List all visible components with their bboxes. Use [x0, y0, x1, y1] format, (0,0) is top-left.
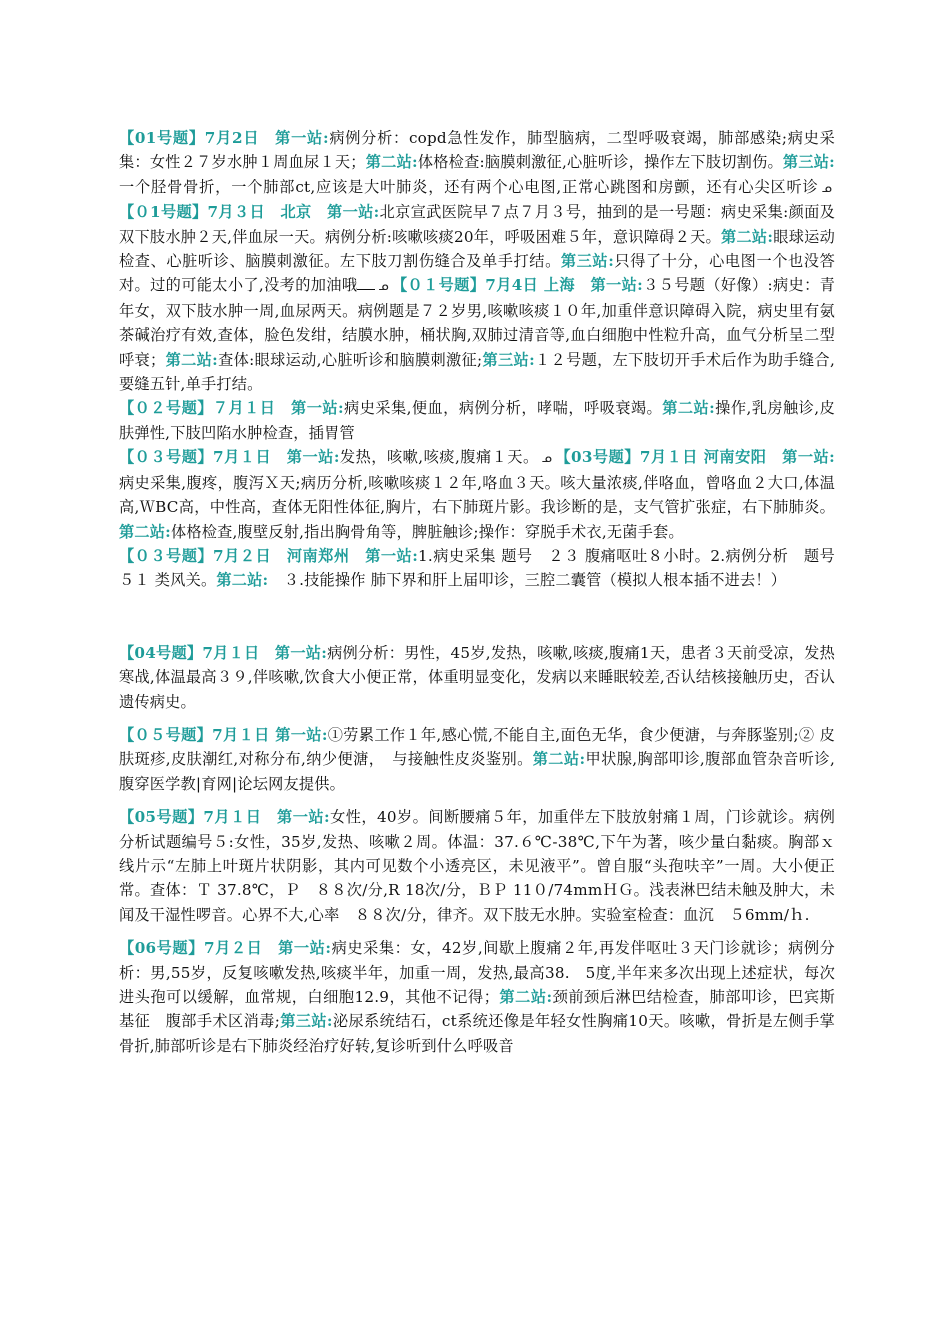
- section-heading: 第三站:: [560, 252, 615, 271]
- separator-icon: ᓄ: [378, 279, 389, 294]
- paragraph-text: 泌尿系统结石，ct系统还像是年轻女性胸痛10天。咳嗽，骨折是左侧手掌骨折,肺部听诊是右下肺炎经治疗好转,复诊听到什么呼吸音: [119, 1012, 835, 1055]
- section-heading: 第三站:: [482, 350, 535, 369]
- paragraph-text: 病史采集：女，42岁,间歇上腹痛２年,再发伴呕吐３天门诊就诊；病例分析：男,55岁，反复咳嗽发热,咳痰半年，加重一周，发热,最高38. 5度,半年来多次出现上述症状，每次进头孢可以缓解，血常规，白细胞12.9，其他不记得；: [119, 939, 836, 1006]
- section-heading: 第二站:: [216, 571, 269, 590]
- paragraph-text: １２号题，左下肢切开手术后作为助手缝合,要缝五针,单手打结。: [119, 350, 835, 394]
- paragraph-text: 查体:眼球运动,心脏听诊和脑膜刺激征;: [217, 350, 483, 369]
- paragraph: [119, 723, 835, 796]
- paragraph-text: 发热，咳嗽,咳痰,腹痛１天。: [339, 448, 539, 467]
- section-heading: 第二站:: [662, 399, 715, 418]
- paragraph: [119, 544, 856, 593]
- underline-blank: [357, 277, 375, 290]
- paragraph-text: 甲状腺,胸部叩诊,腹部血管杂音听诊,腹穿医学教|育网|论坛网友提供。: [119, 750, 835, 793]
- section-heading: 【０３号题】7月２日 河南郑州 第一站:: [119, 546, 419, 565]
- paragraph-text: 女性，40岁。间断腰痛５年，加重伴左下肢放射痛１周，门诊就诊。病例分析试题编号５:女性，35岁,发热、咳嗽２周。体温：37.６℃-38℃,下午为著，咳少量白黏痰。胸部ｘ线片示“左肺上叶斑片状阴影，其内可见数个小透亮区，未见液平”。曾自服“头孢呋辛”一周。大小便正常。查体：Ｔ 37.8℃，Ｐ ８８次/分,R 18次/分，ＢＰ 11０/74mmＨＧ。浅表淋巴结未触及肿大，未闻及干湿性啰音。心界不大,心率 ８８次/分，律齐。双下肢无水肿。实验室检查：血沉 ５6mm/ｈ.: [119, 808, 835, 924]
- paragraph-text: 体格检查,腹壁反射,指出胸骨角等，脾脏触诊;操作：穿脱手术衣,无菌手套。: [170, 522, 684, 541]
- separator-icon: ᓄ: [821, 180, 832, 195]
- section-heading: 第二站:: [165, 350, 218, 369]
- paragraph-text: ３.技能操作 肺下界和肝上届叩诊，三腔二囊管（模拟人根本插不进去！）: [268, 571, 787, 590]
- paragraph-text: 北京宣武医院早７点７月３号，抽到的是一号题：病史采集:颜面及双下肢水肿２天,伴血尿一天。病例分析:咳嗽咳痰20年，呼吸困难５年，意识障碍２天。: [119, 203, 836, 246]
- section-heading: 第三站:: [782, 153, 835, 172]
- section-heading: 第二站:: [721, 227, 774, 246]
- paragraph: [119, 396, 835, 445]
- section-heading: 【01号题】7月2日 第一站:: [119, 129, 329, 147]
- section-heading: 【０1号题】7月３日 北京 第一站:: [119, 203, 380, 222]
- paragraph: [119, 445, 835, 544]
- paragraph-text: 操作,乳房触诊,皮肤弹性,下肢凹陷水肿检查，插胃管: [119, 399, 835, 442]
- section-heading: 第二站:: [365, 153, 418, 172]
- document-body: [119, 126, 856, 1058]
- section-heading: 【06号题】7月２日 第一站:: [119, 939, 332, 958]
- paragraph-text: 1.病史采集 题号 ２３ 腹痛呕吐８小时。2.病例分析 题号 ５１ 类风关。: [119, 546, 856, 590]
- section-heading: 第二站:: [119, 522, 171, 541]
- paragraph-text: ３５号题（好像）:病史：青年女，双下肢水肿一周,血尿两天。病例题是７２岁男,咳嗽咳痰１０年,加重伴意识障碍入院，病史里有氨茶碱治疗有效,查体，脸色发绀，结膜水肿，桶状胸,双肺过清音等,血白细胞中性粒升高，血气分析呈二型呼衰；: [119, 276, 836, 369]
- paragraph: [119, 641, 835, 714]
- paragraph: [119, 936, 835, 1058]
- paragraph-text: 病史采集,腹疼，腹泻Ｘ天;病历分析,咳嗽咳痰１２年,咯血３天。咳大量浓痰,伴咯血，曾咯血２大口,体温高,ＷBC高，中性高，查体无阳性体征,胸片，右下肺斑片影。我诊断的是，支气管扩张症，右下肺肺炎。: [119, 473, 835, 517]
- section-heading: 【03号题】7月１日 河南安阳 第一站:: [555, 448, 835, 467]
- paragraph-text: 颈前颈后淋巴结检查，肺部叩诊，巴宾斯基征 腹部手术区消毒;: [119, 988, 835, 1031]
- paragraph-text: 病史采集,便血，病例分析，哮喘，呼吸衰竭。: [343, 399, 663, 418]
- section-heading: 第二站:: [532, 750, 586, 769]
- section-heading: 第三站:: [280, 1012, 333, 1031]
- section-heading: 【04号题】7月１日 第一站:: [119, 643, 328, 662]
- section-heading: 【０５号题】7月１日 第一站:: [119, 725, 328, 744]
- section-heading: 【０２号题】７月１日 第一站:: [119, 399, 344, 418]
- paragraph-text: 病例分析：男性，45岁,发热，咳嗽,咳痰,腹痛1天，患者３天前受凉，发热寒战,体温最高３９,伴咳嗽,饮食大小便正常，体重明显变化，发病以来睡眠较差,否认结核接触历史，否认遗传病史。: [119, 643, 836, 711]
- paragraph-text: ①劳累工作１年,感心慌,不能自主,面色无华，食少便溏，与奔豚鉴别;② 皮肤斑疹,皮肤潮红,对称分布,纳少便溏， 与接触性皮炎鉴别。: [119, 725, 835, 769]
- paragraph-text: 眼球运动检查、心脏听诊、脑膜刺激征。左下肢刀割伤缝合及单手打结。: [119, 227, 835, 271]
- section-heading: 【０３号题】7月１日 第一站:: [119, 448, 340, 467]
- paragraph-text: 只得了十分，心电图一个也没答对。过的可能太小了,没考的加油哦: [119, 252, 835, 295]
- section-heading: 【05号题】7月１日 第一站:: [119, 808, 330, 827]
- section-heading: 【０１号题】7月4日 上海 第一站:: [391, 276, 643, 295]
- paragraph: [119, 126, 835, 396]
- paragraph-text: 体格检查:脑膜刺激征,心脏听诊，操作左下肢切割伤。: [417, 153, 783, 172]
- paragraph-text: 病例分析：copd急性发作，肺型脑病，二型呼吸衰竭，肺部感染;病史采集：女性２７岁水肿１周血尿１天；: [119, 129, 835, 172]
- paragraph-text: 一个胫骨骨折，一个肺部ct,应该是大叶肺炎，还有两个心电图,正常心跳图和房颤，还有心尖区听诊: [119, 177, 819, 196]
- paragraph: [119, 805, 835, 927]
- separator-icon: ᓄ: [541, 451, 553, 466]
- section-heading: 第二站:: [499, 988, 553, 1006]
